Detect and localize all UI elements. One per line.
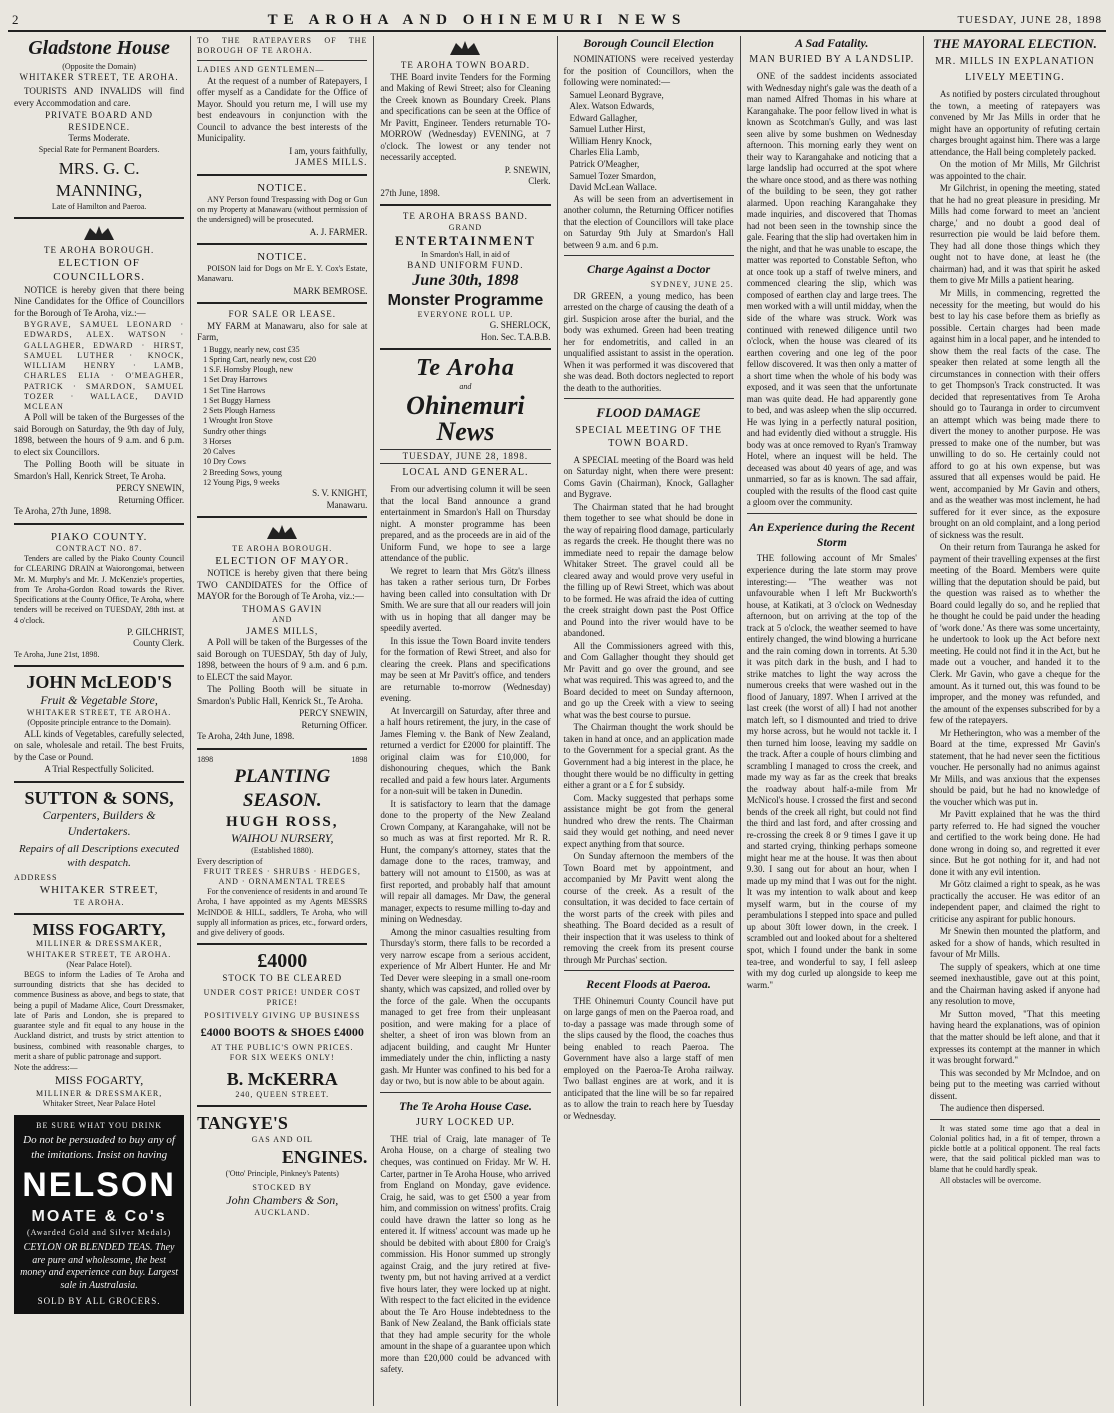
sale-item: 1 Set Tine Harrows [203, 385, 266, 395]
article-paragraph: This was seconded by Mr McIndoe, and on being put to the meeting was carried without dissent. [929, 1067, 1101, 1101]
doctor-article [564, 262, 734, 394]
fogarty-name2: MISS FOGARTY, [54, 1073, 144, 1088]
council-close: As will be seen from an advertisement in another column, the Returning Officer notifies that the election of Councillors will take place on Saturday 9th July at Smardon's Hall between 9 a.m. and 6 p.m. [563, 193, 734, 250]
nominee-name: Samuel Leonard Bygrave, [569, 89, 664, 100]
letter-body: At the request of a number of Ratepayers, I offer myself as a Candidate for the Office of Mayor. Should you return me, I will use my best endeavours in conjunction with the Council to advance the best interests of the Municipality. [197, 75, 368, 144]
experience-body: THE following account of Mr Smales' experience during the late storm may prove interesting:— "The weather was not unfavourable when I left Mr Buckworth's house, at Katikati, at 3 o'clock on Wednesday afternoon, but on arriving at the top of the track at 5 o'clock, the weather seemed to have entirely changed, the wind blowing a hurricane and the rain coming down in torrents. At 5.30 it was pitch dark in the bush, and I had to strike matches to light the way across the numerous creeks that were washed out in the flood of January, 1897. When I arrived at the last creek (the worst of all) I had not another match left, so I dismounted and tried to drive my horse across, but he would not tackle it. I then turned him loose, leaving my saddle on the track. After a couple of hours climbing and scrambling I managed to cross the creek, and made my way as far as the creek that breaks the roadway about half-a-mile from Mr McNicol's house. I crossed the first and second bends of the creek all right, but could not find the third and last ford, and after crossing and re-crossing the creek 8 or 9 times I gave it up and started crying, thinking perhaps someone might hear me at the house. It was then about 9.30. I sang out for about an hour, when I made up my mind that I was out for the night. It was my intention to walk about and keep myself warm, but in the course of my perambulations I stepped into space and pulled up about 30ft lower down, in the creek. I scrambled out and looked about for a sheltered spot, which I found under the bank in some tea-tree, and wonderful to say, I fell asleep with my dog curled up alongside to keep me warm." [746, 553, 917, 990]
page-number: 2 [12, 12, 19, 27]
piako-date: Te Aroha, June 21st, 1898. [14, 649, 100, 659]
flood-sub: SPECIAL MEETING OF THE TOWN BOARD. [575, 424, 722, 449]
letter-salute: LADIES AND GENTLEMEN— [197, 65, 325, 75]
nominee-name: Edward Gallagher, [569, 112, 638, 123]
fatality-sub: MAN BURIED BY A LANDSLIP. [749, 54, 915, 66]
column-5 [741, 36, 924, 1406]
mayor-cand1: THOMAS GAVIN [242, 603, 323, 614]
sale-title: FOR SALE OR LEASE. [228, 309, 337, 320]
sutton-sub: Carpenters, Builders & Undertakers. [42, 808, 156, 838]
stock-clear: STOCK TO BE CLEARED [222, 973, 343, 984]
article-paragraph: As notified by posters circulated throughout the town, a meeting of ratepayers was convened by Mr Jas Mills in order that he might have an opportunity of refuting certain charges brought against him. There was a large attendance, the Hall being completely packed. [929, 89, 1101, 157]
jury-title: The Te Aroha House Case. [399, 1098, 532, 1113]
mayor-role: Returning Officer. [301, 719, 368, 730]
coat-of-arms-icon [82, 224, 116, 242]
jury-sub: JURY LOCKED UP. [416, 1117, 515, 1129]
ad-address: WHITAKER STREET, TE AROHA. [19, 71, 179, 82]
article-paragraph: It is satisfactory to learn that the damage done to the property of the New Zealand Crown Company, at Karangahake, will not be so much as was at first reported. Mr R. R. Hunt, the company's attorney, states that the damage done to the races, tramway, and battery will not amount to £1500, as was at first reported, and probably half that amount will repair all damages. Mr Daw, the general manager, expects to resume milling to-day and mining on Wednesday. [380, 798, 551, 925]
nursery-year-left: 1898 [197, 754, 214, 764]
mayor-signer: PERCY SNEWIN, [299, 708, 368, 719]
sale-item: 1 Spring Cart, nearly new, cost £20 [203, 354, 316, 364]
fogarty-sub: MILLINER & DRESSMAKER, [35, 939, 163, 949]
gladstone-house-ad [14, 36, 184, 212]
mayor-and: AND [272, 615, 293, 625]
nominee-name: Patrick O'Meagher, [569, 159, 640, 169]
sale-item: 1 Wrought Iron Stove [203, 416, 273, 426]
nursery-ad [197, 755, 367, 939]
nursery-est: (Established 1880). [251, 846, 314, 856]
sale-item: Sundry other things [203, 426, 267, 436]
article-paragraph: The audience then dispersed. [939, 1103, 1045, 1114]
townboard-title: TE AROHA TOWN BOARD. [400, 60, 531, 70]
sutton-town: TE AROHA. [73, 897, 125, 907]
nursery-items: FRUIT TREES · SHRUBS · HEDGES, AND · ORNAMENTAL TREES [203, 866, 361, 886]
sale-body: MY FARM at Manawaru, also for sale at Farm, [197, 320, 368, 343]
notice-poll: A Poll will be taken of the Burgesses of the said Borough on Saturday, the 9th day of July, 1898, between the hours of 9 a.m. and 6 p.m. to elect six Councillors. [14, 412, 185, 457]
band-title: TE AROHA BRASS BAND. [402, 211, 528, 222]
sutton-title: SUTTON & SONS, [24, 787, 174, 808]
poison-notice [197, 250, 367, 297]
tangye-otto: ('Otto' Principle, Pinkney's Patents) [225, 1168, 339, 1178]
ad-sub: (Opposite the Domain) [62, 61, 136, 71]
article-paragraph: From our advertising column it will be seen that the local Band announce a grand entertainment in Smardon's Hall on Thursday night. A monster programme has been prepared, and as the proceeds are in aid of the Uniform Fund, we hope to see a large attendance of the public. [380, 483, 551, 564]
nelson-award: (Awarded Gold and Silver Medals) [27, 1227, 172, 1237]
article-paragraph: On the motion of Mr Mills, Mr Gilchrist was appointed to the chair. [929, 159, 1101, 181]
article-paragraph: A SPECIAL meeting of the Board was held on Saturday night, when there were present: Coms Gavin (Chairman), Knock, Gallagher and Bygrave. [563, 454, 734, 500]
mayoral-sub: MR. MILLS IN EXPLANATION [935, 55, 1095, 67]
notice-b-body: POISON laid for Dogs on Mr E. Y. Cox's Estate, Manawaru. [197, 264, 368, 284]
article-paragraph: In this issue the Town Board invite tenders for the formation of Rewi Street, and also for clearing the creek. Plans and specifications may be seen at Mr Pavitt's office, and tenders are returnable to-morrow (Wednesday) evening. [380, 635, 551, 704]
inner-title-1: Te Aroha [415, 355, 515, 382]
article-paragraph: Mr Gilchrist, in opening the meeting, stated that he had no great pleasure in presiding. Mr Mills had come forward to meet an 'ancient charge,' and no doubt a good deal of resurrection pie would be laid before them. They had all done those things which they ought not to have done, at least he (the chairman) had, and it was that spirit he asked them to give Mr Mills a patient hearing. [929, 183, 1101, 286]
article-paragraph: Mr Snewin then mounted the platform, and asked for a show of hands, which resulted in favour of Mr Mills. [929, 926, 1101, 960]
jury-body: THE trial of Craig, late manager of Te Aroha House, on a charge of stealing two cheques, was continued on Friday. Mr W. H. Carter, partner in Te Aroha House, who arrived from England on Monday, gave evidence. Craig, he said, was to get £500 a year from him, and commission on witness' profits. Craig could have drawn the latter so long as he entered it. If witness' account was made up he should be debited with about £800 for Craig's commission. His Honor summed up strongly against Craig, and the jury retired at five-twenty pm, but not having arrived at a verdict five hours later, they were locked up at night. With respect to the fact elicited in the evidence about the Te Aro House indebtedness to the Bank of New Zealand, the Bank officials state that they had ample security for the whole amount in the shape of a guarantee upon which more than £20,000 could be advanced with safety. [380, 1133, 551, 1375]
notice-b-title: NOTICE. [257, 251, 308, 264]
fogarty-ad [14, 920, 184, 1109]
nelson-tea-ad [14, 1115, 184, 1313]
column-2 [191, 36, 374, 1406]
inner-title-and: and [459, 382, 472, 392]
fatality-body: ONE of the saddest incidents associated with Wednesday night's gale was the death of a man named Alfred Thomas in his whare at Karangahake. The poor fellow lived in what is known as Scotchman's Gully, and was last seen alive by some bushmen on Wednesday afternoon. This morning early they went on their way to Karangahake and noticing that a large landslip had occurred at the spot where the whare once stood, and as there was nothing of the building to be seen, they got rather alarmed. Upon reaching Karangahake they made inquiries, and discovered that Thomas had not been seen in the township since the gale. Fearing that the slip had overtaken him in the night, and that he was unable to escape, the matter was reported to Constable Sefton, who at once took up a staff of twelve miners, and commenced clearing the slip, which was composed of earthen clay and large trees. The men worked with a will until midday, when the side of the whare was struck. Work was continued with renewed diligence until two o'clock, when the house was cleared of its earthen covering and one leg of the poor fellow discovered. It was then only a matter of a short time when the whole of his body was exposed, and it was seen that the unfortunate man was quite dead. He had apparently gone to bed, and was asleep when the slip occurred. He was lying in a perfectly natural position, and had evidently died without a struggle. His body was at once removed to Ryan's Tramway Hotel, where an inquest will be held. The deceased was about 40 years of age, and was unmarried, so far as is known. The sad affair, coupled with the results of the flood cast quite a gloom over the community. [746, 71, 917, 508]
ad-board: PRIVATE BOARD AND RESIDENCE. [45, 110, 154, 132]
council-body: NOMINATIONS were received yesterday for the position of Councillors, when the following were nominated:— [563, 54, 734, 88]
brass-band-ad [380, 211, 550, 343]
nursery-every: Every description of [197, 856, 263, 866]
ad-name: MRS. G. C. MANNING, [55, 159, 143, 200]
article-paragraph: The Chairman stated that he had brought them together to see what should be done in the way of repairing flood damage, particularly as regards the creek. He thought there was no immediate need to repair the damage below Whitaker Street. The gravel could all be cleared away and would prove very useful in the filling up of Rewi Street, which was about to be formed. He was afraid the idea of cutting the creek straight down past the Post Office and Pound into the river would have to be abandoned. [563, 501, 734, 639]
band-ent: ENTERTAINMENT [394, 232, 536, 248]
flood-damage-article [564, 405, 734, 966]
inner-date: TUESDAY, JUNE 28, 1898. [380, 449, 550, 465]
inner-masthead [380, 356, 550, 464]
nursery-year-right: 1898 [351, 754, 368, 764]
flood-title: FLOOD DAMAGE [596, 405, 701, 421]
townboard-body: THE Board invite Tenders for the Forming and Making of Rewi Street; also for Cleaning the Creek known as Boundary Creek. Plans and specifications can be seen at the Office of Mr Pavitt, Engineer. Tenders returnable TO-MORROW (Wednesday) EVENING, at 7 o'clock. The lowest or any tender not necessarily accepted. [380, 71, 551, 163]
councillors-notice [14, 224, 184, 518]
sale-item: 10 Dry Cows [203, 457, 246, 467]
jury-article [380, 1099, 550, 1376]
nursery-nursery: WAIHOU NURSERY, [231, 830, 334, 845]
piako-signer: P. GILCHRIST, [127, 626, 185, 637]
ad-terms: Terms Moderate. [68, 133, 130, 144]
mills-letter [197, 36, 367, 169]
nelson-brand: NELSON [22, 1165, 176, 1204]
nominee-name: David McLean Wallace. [569, 182, 657, 193]
charge-title: Charge Against a Doctor [586, 262, 711, 277]
band-fund: BAND UNIFORM FUND. [407, 259, 524, 270]
nominee-name: Samuel Luther Hirst, [569, 124, 646, 135]
fatality-title: A Sad Fatality. [795, 36, 869, 50]
article-paragraph: Mr Götz claimed a right to speak, as he was practically the accuser. He was editor of an independent paper, and claimed the right to criticise any aspirant for public honours. [929, 879, 1101, 924]
tangye-town: AUCKLAND. [254, 1208, 311, 1218]
townboard-date: 27th June, 1898. [380, 187, 440, 198]
nursery-name: HUGH ROSS, [225, 813, 339, 830]
ad-late: Late of Hamilton and Paeroa. [51, 201, 147, 211]
piako-county-tender [14, 530, 184, 660]
mayoral-note: It was stated some time ago that a deal in Colonial politics had, in a fit of temper, thrown a pickle bottle at a political opponent. The real facts were, that the said political pickled man was to blame that he could hardly speak. [929, 1123, 1101, 1174]
sale-item: 1 Set Buggy Harness [203, 395, 271, 405]
nelson-brand2: MOATE & Co's [31, 1208, 167, 1226]
mcleod-sub: Fruit & Vegetable Store, [40, 692, 158, 707]
nursery-body: For the convenience of residents in and around Te Aroha, I have appointed as my Agents MESSRS McINDOE & HILL, saddlers, Te Aroha, who will supply all information as prices, etc., forward orders, and give delivery of goods. [197, 887, 368, 938]
stock-prices: AT THE PUBLIC'S OWN PRICES. [210, 1042, 354, 1052]
letter-signer: JAMES MILLS. [295, 157, 368, 168]
column-6 [924, 36, 1106, 1406]
column-4 [558, 36, 741, 1406]
band-date: June 30th, 1898 [412, 272, 519, 290]
article-paragraph: Com. Macky suggested that perhaps some assistance might be got from the general hundred who drew the rents. The Chairman said they would get nothing, and need never expect anything from that source. [563, 792, 734, 849]
charge-dateline: SYDNEY, JUNE 25. [650, 280, 734, 290]
stock-under: UNDER COST PRICE! UNDER COST PRICE! [203, 987, 361, 1008]
coat-of-arms-icon [448, 39, 482, 57]
nominee-name: Samuel Tozer Smardon, [569, 170, 656, 181]
sutton-address-label: ADDRESS [14, 873, 58, 883]
nelson-mid: Do not be persuaded to buy any of the imitations. Insist on having [23, 1134, 175, 1161]
mayor-poll: A Poll will be taken of the Burgesses of the said Borough on TUESDAY, 5th day of July, 1898, between the hours of 9 a.m. and 6 p.m. to ELECT the said Mayor. [197, 637, 368, 682]
notice-a-title: NOTICE. [257, 181, 308, 194]
mcleod-body: ALL kinds of Vegetables, carefully selected, on sale, wholesale and retail. The best Fruits, by the Case or Pound. [14, 728, 185, 762]
floods-body: THE Ohinemuri County Council have put on large gangs of men on the Paeroa road, and to-day a passage was made through some of the slips caused by the flood, the coaches thus being enabled to reach Paeroa. The Government have also a large staff of men employed on the Paeroa-Te Aroha railway. Two ballast engines are at work, and it is anticipated that the line will be so far repaired as to allow the train to reach here by Tuesday or Wednesday. [563, 995, 734, 1121]
tangye-engines: ENGINES. [281, 1146, 368, 1167]
piako-role: County Clerk. [133, 638, 185, 649]
fogarty-title: MISS FOGARTY, [32, 919, 166, 939]
sale-item: 20 Calves [203, 447, 235, 457]
article-paragraph: Mr Pavitt explained that he was the third party referred to. He had signed the voucher and certified to the work being done. He had done wrong in doing so, and regretted it ever since. But he got nothing for it, and had not done it with any evil intention. [929, 809, 1101, 877]
notice-b-signer: MARK BEMROSE. [293, 285, 368, 296]
tangye-by: John Chambers & Son, [226, 1193, 339, 1208]
stock-weeks: FOR SIX WEEKS ONLY! [229, 1053, 335, 1063]
letter-close: I am, yours faithfully, [289, 145, 368, 156]
sale-item: 1 Buggy, nearly new, cost £35 [203, 344, 300, 354]
ad-special: Special Rate for Permanent Boarders. [38, 144, 160, 154]
band-signer: G. SHERLOCK, [489, 320, 551, 331]
council-election-article [564, 36, 734, 251]
mayor-heading: ELECTION OF MAYOR. [215, 555, 350, 568]
experience-title: An Experience during the Recent Storm [749, 519, 915, 550]
ad-title: Gladstone House [28, 37, 170, 59]
stock-amount: £4000 [257, 950, 308, 973]
notice-a-signer: A. J. FARMER. [309, 226, 368, 237]
farm-sale [197, 309, 367, 511]
sale-item: 1 S.F. Hornsby Plough, new [203, 365, 293, 375]
mcleod-store-ad [14, 672, 184, 776]
column-3 [374, 36, 557, 1406]
mayor-date: Te Aroha, 24th June, 1898. [197, 731, 295, 742]
column-1 [8, 36, 191, 1406]
columns [8, 36, 1106, 1406]
sale-item: 1 Set Dray Harrows [203, 375, 267, 385]
mcleod-opp: (Opposite principle entrance to the Domain). [27, 718, 171, 728]
article-paragraph: The supply of speakers, which at one time seemed inexhaustible, gave out at this point, and the Chairman having asked if anyone had any resolution to move, [929, 961, 1101, 1007]
sutton-repairs: Repairs of all Descriptions executed with despatch. [19, 843, 180, 870]
tangye-title: TANGYE'S [197, 1113, 288, 1134]
mcleod-title: JOHN McLEOD'S [26, 672, 172, 693]
mayor-borough: TE AROHA BOROUGH. [232, 544, 333, 554]
mayor-notice [197, 523, 367, 743]
mcleod-trial: A Trial Respectfully Solicited. [44, 764, 154, 775]
townboard-role: Clerk. [528, 176, 551, 187]
tangye-stocked: STOCKED BY [252, 1182, 313, 1192]
fogarty-foot: Whitaker Street, Near Palace Hotel [42, 1098, 156, 1108]
tangye-gas: GAS AND OIL [251, 1135, 313, 1145]
town-board-tender [380, 39, 550, 199]
band-roll: EVERYONE ROLL UP. [417, 310, 514, 320]
article-paragraph: We regret to learn that Mrs Götz's illness has taken a rather serious turn, Dr Forbes having been called into consultation with Dr Smith. We are sure that all our readers will join with us in hoping that all danger may be speedily averted. [380, 565, 551, 634]
ad-body: TOURISTS AND INVALIDS will find every Accommodation and care. [14, 86, 185, 108]
coat-of-arms-icon [265, 523, 299, 541]
mayoral-paragraphs [930, 89, 1100, 1114]
nelson-body: CEYLON OR BLENDED TEAS. They are pure and wholesome, the best money and experience can buy. Largest sale in Australasia. [20, 1241, 179, 1292]
notice-body: NOTICE is hereby given that there being Nine Candidates for the Office of Councillors for the Borough of Te Aroha, viz.:— [14, 284, 185, 318]
band-hall: In Smardon's Hall, in aid of [421, 249, 510, 259]
fatality-article [747, 36, 917, 509]
mayor-cand2: JAMES MILLS, [246, 625, 319, 636]
notice-role: Returning Officer. [118, 494, 185, 505]
sale-item: 2 Sets Plough Harness [203, 406, 275, 416]
mayor-body: NOTICE is hereby given that there being TWO CANDIDATES for the Office of MAYOR for the Borough of Te Aroha, viz.:— [197, 568, 368, 602]
stock-positively: POSITIVELY GIVING UP BUSINESS [204, 1011, 361, 1021]
notice-heading: ELECTION OF COUNCILLORS. [53, 257, 145, 284]
nursery-title: PLANTING SEASON. [234, 766, 331, 812]
inner-title-2: Ohinemuri News [406, 390, 525, 446]
sale-items [197, 345, 367, 488]
storm-experience-article [747, 520, 917, 991]
stock-address: 240, QUEEN STREET. [235, 1090, 330, 1100]
letter-to: TO THE RATEPAYERS OF THE BOROUGH OF TE AROHA. [197, 36, 368, 56]
masthead [8, 10, 1106, 32]
article-paragraph: The Chairman thought the work should be taken in hand at once, and an application made to the Government for a special grant. As the Government had a big interest in the place, he thought there would be no difficulty in getting either a grant or a £ for £ subsidy. [563, 722, 734, 791]
floods-title: Recent Floods at Paeroa. [586, 977, 711, 992]
fogarty-near: (Near Palace Hotel). [66, 959, 132, 969]
fogarty-body: BEGS to inform the Ladies of Te Aroha and surrounding districts that she has decided to commence Business as above, and begs to state, that being a pupil of Madame Alice, Court Dressmaker, late of Paris and London, she is prepared to guarantee style and fit equal to any house in the Auckland district, and trusts by strict attention to business, combined with reasonable charges, to merit a share of public patronage and support. [14, 970, 185, 1061]
band-prog: Monster Programme [387, 291, 544, 309]
mayoral-tail: All obstacles will be overcome. [939, 1175, 1041, 1185]
fogarty-note: Note the address:— [14, 1063, 78, 1073]
stock-boots: £4000 BOOTS & SHOES £4000 [200, 1024, 364, 1039]
mayor-booth: The Polling Booth will be situate in Smardon's Public Hall, Kenrick St., Te Aroha. [197, 684, 368, 706]
council-names [564, 90, 734, 194]
newspaper-title: TE AROHA AND OHINEMURI NEWS [267, 11, 687, 28]
notice-signer: PERCY SNEWIN, [116, 483, 185, 494]
sutton-address: WHITAKER STREET, [39, 884, 159, 897]
sale-place: Manawaru. [326, 499, 368, 510]
mcleod-address: WHITAKER STREET, TE AROHA. [26, 708, 172, 718]
nelson-top: BE SURE WHAT YOU DRINK [36, 1121, 163, 1131]
notice-date: Te Aroha, 27th June, 1898. [14, 506, 112, 517]
townboard-signer: P. SNEWIN, [504, 164, 551, 175]
article-paragraph: At Invercargill on Saturday, after three and a half hours retirement, the jury, in the case of James Fleming v. the Bank of New Zealand, returned a verdict for £2000 for plaintiff. The original claim was for £10,000, for dishonouring cheques, which the Bank recalled and paid a few hours later. Arguments for a non-suit will be taken in Dunedin. [380, 705, 551, 797]
article-paragraph: On Sunday afternoon the members of the Town Board met by appointment, and accompanied by Mr Pavitt went along the course of the creek. As a result of the consultation, it was decided to face certain of the worst parts of the creek with piles and sheathing. The Board decided as a result of their inspection that it was useless to think of removing the creek from its present course through Mr Purchas' section. [563, 851, 734, 965]
council-title: Borough Council Election [583, 36, 714, 50]
issue-date: TUESDAY, JUNE 28, 1898 [957, 14, 1102, 26]
article-paragraph: Mr Hetherington, who was a member of the Board at the time, expressed Mr Gavin's statement, that he had never seen the fictitious voucher. He personally had no animus against Mr Mills, and was anxious that the expenses should be paid, but he had no knowledge of the voucher which was put in. [929, 727, 1101, 807]
article-paragraph: Mr Sutton moved, "That this meeting having heard the explanations, was of opinion that the matter should be left alone, and that it expresses its contempt at the manner in which it was brought forward." [929, 1008, 1101, 1066]
band-grand: GRAND [448, 222, 483, 232]
article-paragraph: All the Commissioners agreed with this, and Com Gallagher thought they should get Mr Pavitt and go over the ground, and see what was required. This was agreed to, and the Board decided to meet on Sunday afternoon, and go up the Creek with a view to seeing what was the best course to pursue. [563, 640, 734, 720]
flood-paragraphs [564, 455, 734, 967]
fogarty-sub2: MILLINER & DRESSMAKER, [35, 1088, 163, 1098]
article-paragraph: Among the minor casualties resulting from Thursday's storm, there falls to be recorded a very narrow escape from a serious accident, experience of Mr Albert Hunter. He and Mr Ted Dever were sleeping in a small one-room shanty, which was capsized, and rolled over by the force of the gale. When the occupants managed to get free from their unpleasant position, and were making for a place of shelter, a sheet of iron was blown from an adjacent building, and caught Mr Hunter immediately under the chin, inflicting a nasty gash. Mr Hunter was confined to his bed for a day or two, but is now able to be about again. [380, 926, 551, 1087]
mayoral-election-article [930, 36, 1100, 1186]
piako-contract: CONTRACT NO. 87. [55, 543, 143, 553]
local-title: LOCAL AND GENERAL. [402, 467, 529, 479]
notice-borough: TE AROHA BOROUGH. [43, 244, 155, 255]
band-role: Hon. Sec. T.A.B.B. [480, 331, 551, 342]
notice-booth: The Polling Booth will be situate in Smardon's Hall, Kenrick Street, Te Aroha. [14, 459, 185, 481]
local-paragraphs [380, 484, 550, 1088]
article-paragraph: Mr Mills, in commencing, regretted the necessity for the meeting, but would do his best to lay his case before them as briefly as possible. Certain charges had been made against him in a local paper, and he intended to show them the real facts of the case. The speaker then related at some length all the circumstances in connection with their offers to get Thompson's Track constructed. It was decided that representatives from Te Aroha should go to Tauranga in order to circumvent an attempt which was being made there to divert the money to another purpose. He was pressed to make one of the number, but was unwilling to do so. He certainly could not afford to go at his own expense, but was assured that all expenses would be paid. He went, accompanied by Mr Gavin and others, and as the weather was most inclement, he had suffered for it ever since, as the exposure brought on an old complaint, and a long period of sickness was the result. [929, 287, 1101, 540]
article-paragraph: On their return from Tauranga he asked for payment of their travelling expenses at the first meeting of the Board. Members were quite willing that the deputation should be paid, but the question was raised as to whether the Board could legally do so, and he replied that he thought he could be paid under the heading of 'work done.' As there was some uncertainty, he undertook to look up the Act before next meeting. He could not find it in the Act, but he made out a voucher, and handed it to the Clerk. Mr Gavin, who gave a cheque for the amount. As it turned out, this was found to be improper, and the money was refunded, and the amount of the expenses subscribed for by a few of the ratepayers. [929, 542, 1101, 726]
nominee-name: William Henry Knock, [569, 135, 652, 146]
paeroa-floods-article [564, 977, 734, 1122]
trespass-notice [197, 181, 367, 238]
local-general [380, 467, 550, 1088]
stock-clearance-ad [197, 950, 367, 1100]
nominee-name: Charles Elia Lamb, [569, 147, 640, 158]
nelson-foot: SOLD BY ALL GROCERS. [37, 1295, 161, 1306]
candidate-names: BYGRAVE, SAMUEL LEONARD · EDWARDS, ALEX. WATSON · GALLAGHER, EDWARD · HIRST, SAMUEL LUTHER · KNOCK, WILLIAM HENRY · LAMB, CHARLES ELIA · O'MEAGHER, PATRICK · SMARDON, SAMUEL TOZER · WALLACE, DAVID MCLEAN [24, 320, 185, 411]
charge-body: DR GREEN, a young medico, has been arrested on the charge of causing the death of a girl. Suspicion arose after the burial, and the body was exhumed. Green had been treating her for endometritis, and called in an unqualified assistant to assist in the operation. When it was performed it was discovered that she was dead. Both doctors neglected to report the death to the authorities. [563, 290, 734, 393]
mayoral-sub2: LIVELY MEETING. [965, 72, 1065, 84]
sale-item: 12 Young Pigs, 9 weeks [203, 477, 280, 487]
mayoral-title: THE MAYORAL ELECTION. [933, 36, 1097, 51]
sale-signer: S. V. KNIGHT, [312, 488, 368, 499]
stock-name: B. McKERRA [226, 1069, 338, 1090]
sale-item: 3 Horses [203, 436, 232, 446]
piako-body: Tenders are called by the Piako County Council for CLEARING DRAIN at Waiorongomai, between Mr. M. Murphy's and Mr. J. McKenzie's properties, from Te Aroha-Gordon Road towards the River. Specifications at the County Office, Te Aroha, where tenders will be received on TUESDAY, 28th inst. at 4 o'clock. [14, 554, 185, 625]
sutton-ad [14, 788, 184, 908]
fogarty-address: WHITAKER STREET, TE AROHA. [26, 949, 172, 959]
nominee-name: Alex. Watson Edwards, [569, 101, 655, 112]
tangye-ad [197, 1112, 367, 1218]
piako-title: PIAKO COUNTY. [50, 530, 148, 543]
notice-a-body: ANY Person found Trespassing with Dog or Gun on my Property at Manawaru (without permission of the undersigned) will be prosecuted. [197, 194, 368, 225]
sale-item: 2 Breeding Sows, young [203, 467, 282, 477]
